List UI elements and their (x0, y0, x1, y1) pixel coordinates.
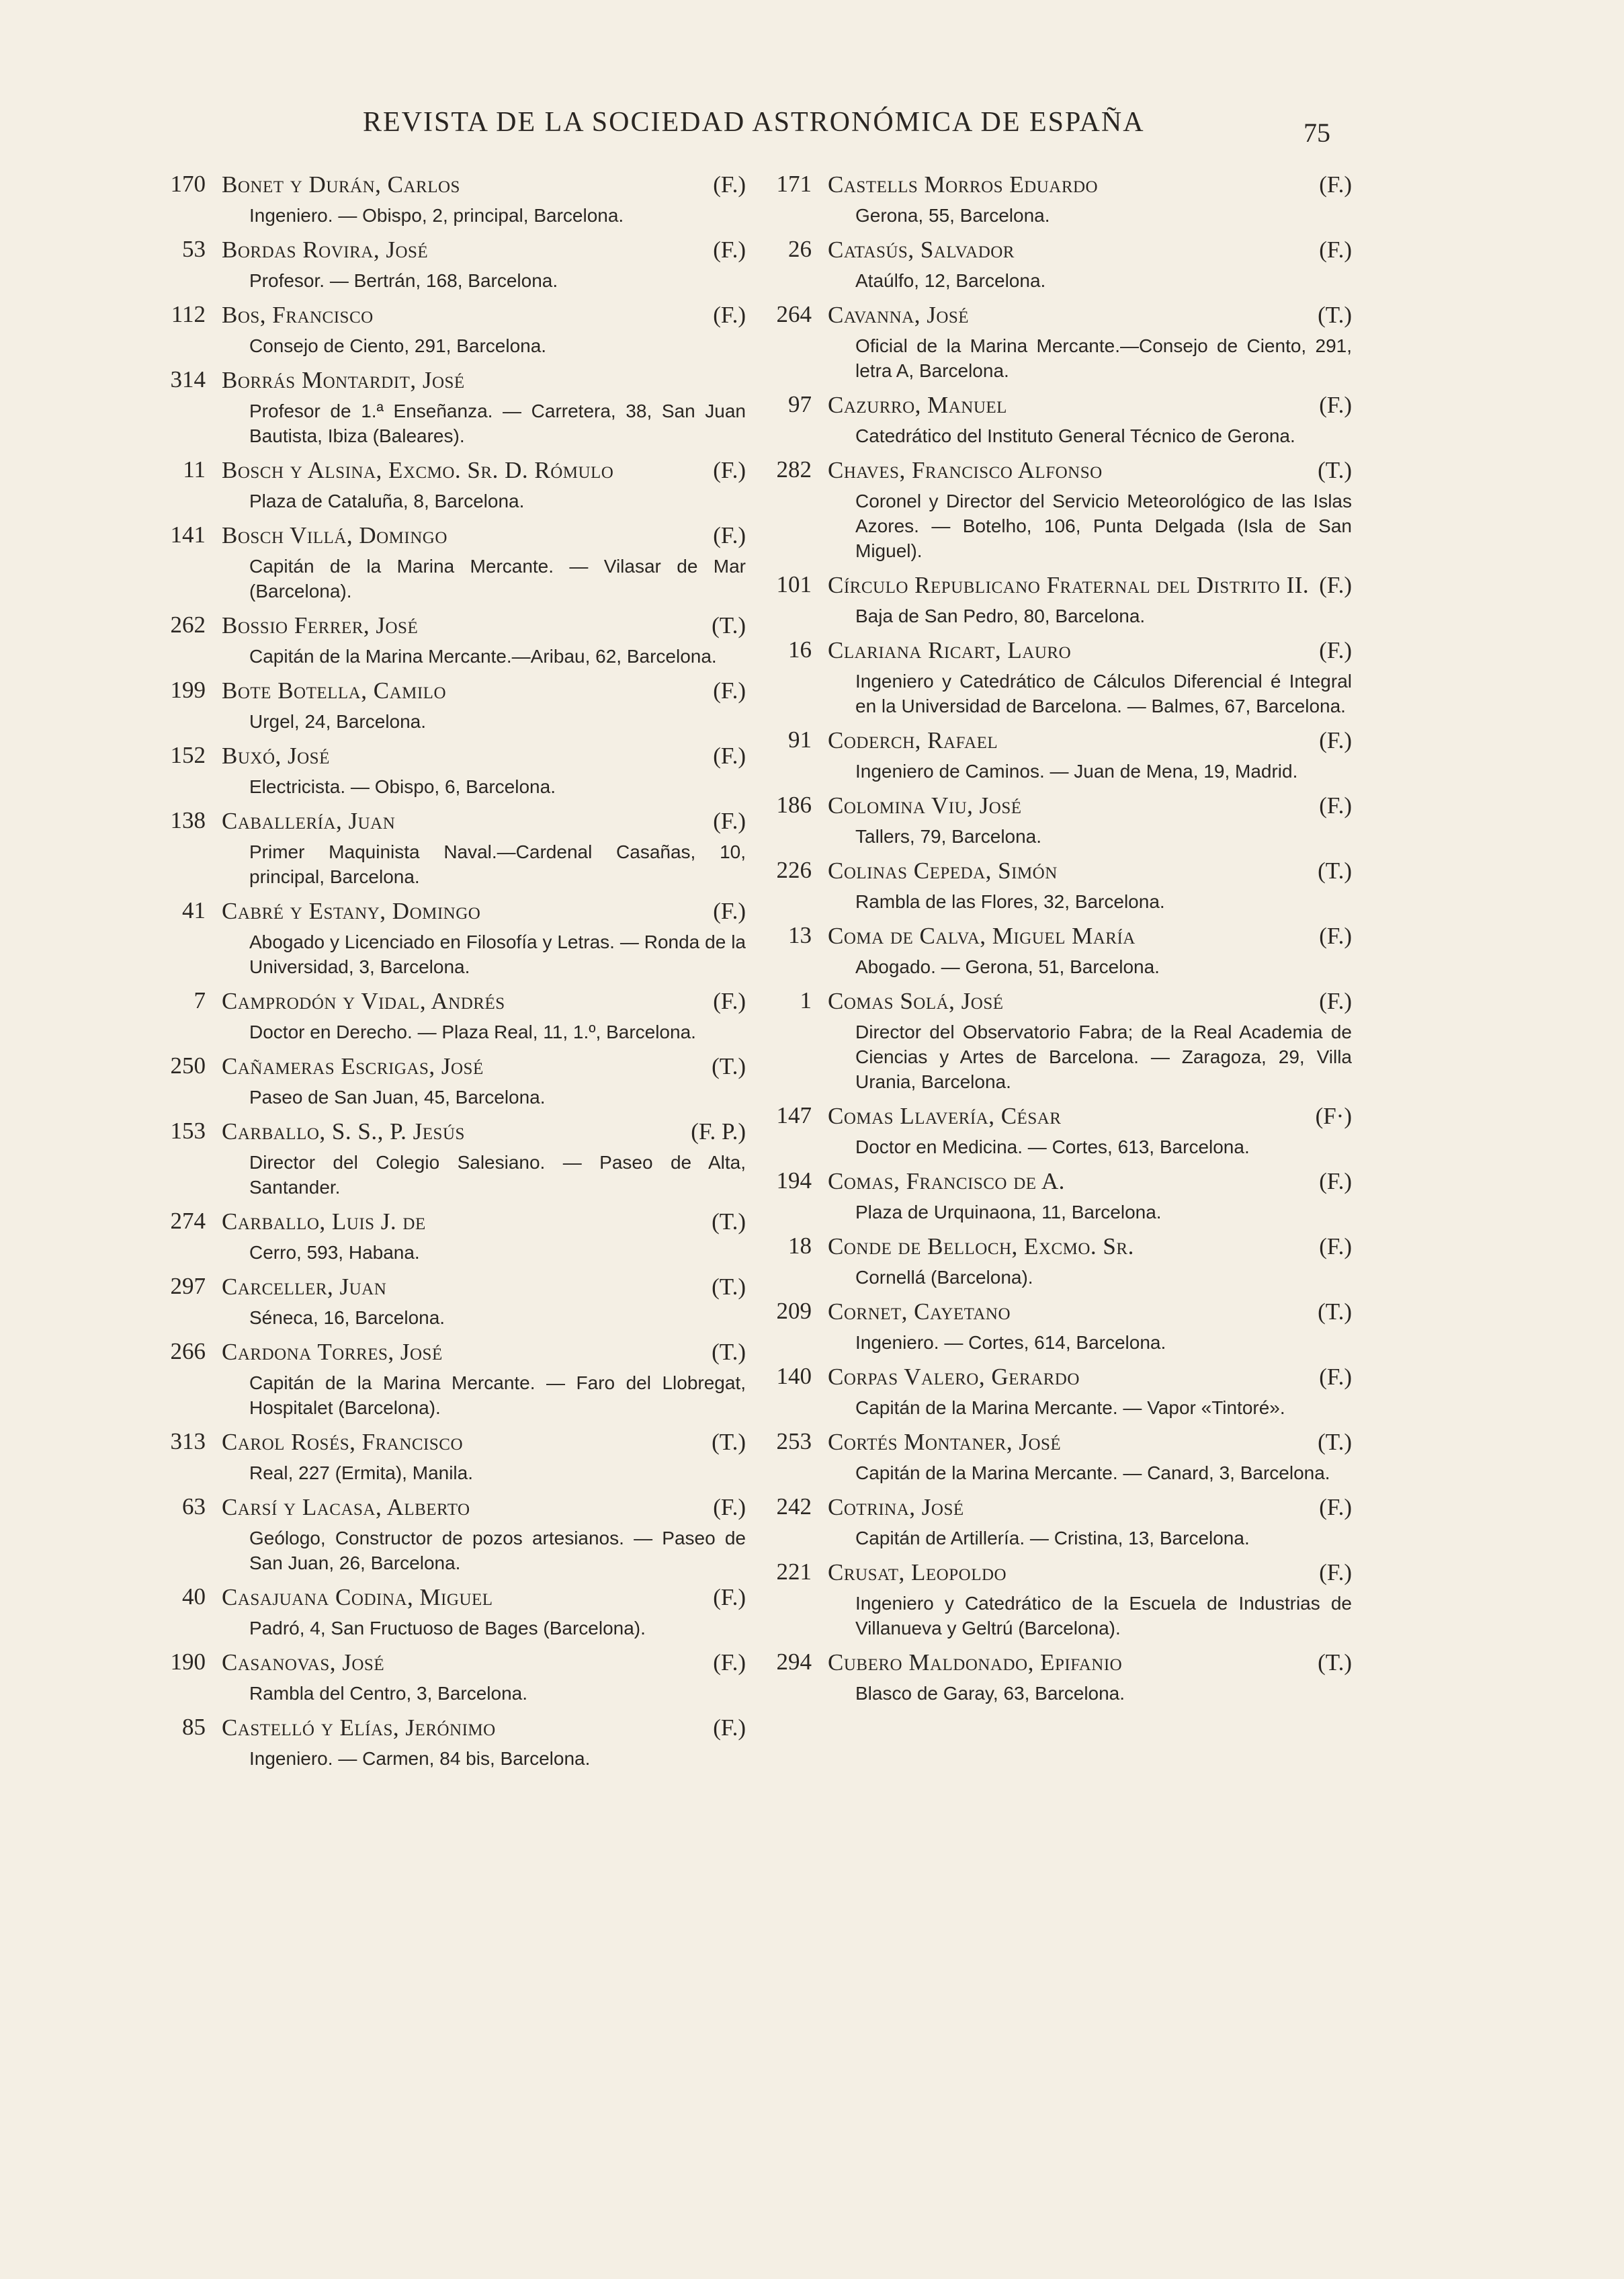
member-name: Cañameras Escrigas, José (222, 1053, 484, 1079)
member-entry (788, 390, 1352, 448)
member-number: 194 (776, 1167, 812, 1194)
member-entry (776, 1647, 1352, 1706)
member-class: (F.) (1319, 923, 1352, 949)
member-entry (776, 1296, 1352, 1355)
member-name-line (828, 169, 1352, 200)
member-name: Bos, Francisco (222, 302, 374, 328)
member-class: (F.) (1319, 792, 1352, 819)
member-class: (F.) (713, 237, 746, 263)
member-detail: Coronel y Director del Servicio Meteorológico de las Islas Azores. — Botelho, 106, Punta Delgada (Isla de San Miguel). (855, 491, 1352, 561)
page-number: 75 (1304, 118, 1330, 148)
member-class: (F·) (1315, 1103, 1352, 1129)
member-name-line (222, 1582, 746, 1613)
member-number: 18 (788, 1233, 812, 1259)
member-name-line (222, 300, 746, 331)
member-number: 221 (776, 1559, 812, 1585)
member-entry (776, 300, 1352, 383)
member-entry (170, 741, 746, 799)
member-class: (F.) (713, 898, 746, 924)
member-detail: Ingeniero de Caminos. — Juan de Mena, 19, Madrid. (855, 761, 1298, 782)
member-entry (788, 1231, 1352, 1290)
member-name-line (828, 1362, 1352, 1393)
member-name-line (828, 235, 1352, 265)
member-name: Catasús, Salvador (828, 237, 1015, 263)
member-entry (776, 1492, 1352, 1550)
member-entry (170, 610, 746, 669)
member-name: Cubero Maldonado, Epifanio (828, 1649, 1123, 1675)
member-class: (F.) (713, 522, 746, 548)
member-name-line (828, 300, 1352, 331)
member-name: Coderch, Rafael (828, 727, 998, 753)
member-number: 11 (183, 456, 206, 483)
member-entry (170, 1206, 746, 1265)
member-detail: Oficial de la Marina Mercante.—Consejo de Ciento, 291, letra A, Barcelona. (855, 335, 1352, 381)
member-name-line (222, 520, 746, 551)
member-name-line (828, 986, 1352, 1017)
member-class: (T.) (1318, 1298, 1352, 1325)
member-class: (T.) (712, 1208, 746, 1235)
member-number: 274 (170, 1208, 206, 1234)
member-entry (182, 1492, 746, 1575)
member-class: (F.) (713, 677, 746, 704)
member-detail: Capitán de la Marina Mercante.—Aribau, 62, Barcelona. (249, 646, 717, 667)
member-entry (182, 896, 746, 979)
member-entry (776, 1101, 1352, 1159)
member-number: 97 (788, 391, 812, 417)
member-entry (776, 169, 1352, 228)
member-number: 209 (776, 1298, 812, 1324)
member-name-line (828, 1296, 1352, 1327)
member-detail: Director del Observatorio Fabra; de la Real Academia de Ciencias y Artes de Barcelona. — Zaragoza, 29, Villa Urania, Barcelona. (855, 1022, 1352, 1092)
member-class: (T.) (712, 1429, 746, 1455)
member-name: Carsí y Lacasa, Alberto (222, 1494, 470, 1520)
member-class: (F.) (1319, 727, 1352, 753)
member-entry (776, 570, 1352, 628)
member-name: Círculo Republicano Fraternal del Distrito II. (828, 572, 1310, 598)
member-class: (T.) (1318, 1429, 1352, 1455)
member-detail: Ingeniero. — Obispo, 2, principal, Barcelona. (249, 205, 624, 226)
member-name: Casanovas, José (222, 1649, 385, 1675)
member-detail: Paseo de San Juan, 45, Barcelona. (249, 1087, 546, 1108)
member-name-line (222, 169, 746, 200)
member-name: Bosch y Alsina, Excmo. Sr. D. Rómulo (222, 457, 614, 483)
member-detail: Cornellá (Barcelona). (855, 1267, 1033, 1288)
member-number: 141 (170, 522, 206, 548)
member-class: (F.) (713, 1584, 746, 1610)
member-name-line (828, 455, 1352, 486)
member-number: 63 (182, 1493, 206, 1520)
member-name: Conde de Belloch, Excmo. Sr. (828, 1233, 1134, 1259)
member-class: (F.) (713, 457, 746, 483)
member-name: Carceller, Juan (222, 1274, 387, 1300)
member-detail: Profesor de 1.ª Enseñanza. — Carretera, 38, San Juan Bautista, Ibiza (Baleares). (249, 401, 746, 446)
member-name-line (222, 1116, 746, 1147)
member-number: 199 (170, 677, 206, 703)
member-name-line (222, 455, 746, 486)
member-number: 250 (170, 1052, 206, 1079)
member-name: Bosch Villá, Domingo (222, 522, 447, 548)
member-name: Corpas Valero, Gerardo (828, 1364, 1080, 1390)
member-entry (170, 675, 746, 734)
member-number: 13 (788, 922, 812, 948)
page-header (0, 106, 1624, 153)
member-name: Colomina Viu, José (828, 792, 1022, 819)
member-detail: Tallers, 79, Barcelona. (855, 826, 1042, 847)
member-class: (F.) (713, 808, 746, 834)
member-number: 101 (776, 571, 812, 597)
member-entry (776, 856, 1352, 914)
member-entry (183, 455, 746, 513)
member-detail: Rambla de las Flores, 32, Barcelona. (855, 891, 1165, 912)
member-entry (776, 1166, 1352, 1225)
member-detail: Baja de San Pedro, 80, Barcelona. (855, 606, 1146, 626)
member-class: (F.) (1319, 237, 1352, 263)
member-name: Cazurro, Manuel (828, 392, 1007, 418)
member-number: 153 (170, 1118, 206, 1144)
member-class: (F.) (1319, 988, 1352, 1014)
member-class: (F.) (1319, 572, 1352, 598)
member-number: 282 (776, 456, 812, 483)
member-name-line (828, 1647, 1352, 1678)
member-number: 112 (171, 301, 206, 327)
member-number: 26 (788, 236, 812, 262)
member-name: Coma de Calva, Miguel María (828, 923, 1136, 949)
member-number: 152 (170, 742, 206, 768)
member-detail: Doctor en Derecho. — Plaza Real, 11, 1.º, Barcelona. (249, 1022, 696, 1042)
member-detail: Abogado. — Gerona, 51, Barcelona. (855, 956, 1160, 977)
member-name: Cardona Torres, José (222, 1339, 443, 1365)
member-number: 40 (182, 1583, 206, 1610)
member-detail: Profesor. — Bertrán, 168, Barcelona. (249, 270, 558, 291)
member-name: Cotrina, José (828, 1494, 964, 1520)
member-name-line (222, 1272, 746, 1302)
member-detail: Director del Colegio Salesiano. — Paseo de Alta, Santander. (249, 1152, 746, 1198)
member-name: Cabré y Estany, Domingo (222, 898, 481, 924)
member-entry (170, 1647, 746, 1706)
member-entry (182, 1582, 746, 1641)
member-name-line (828, 790, 1352, 821)
member-detail: Real, 227 (Ermita), Manila. (249, 1462, 474, 1483)
member-name: Bordas Rovira, José (222, 237, 429, 263)
member-name-line (222, 365, 746, 396)
member-name-line (222, 986, 746, 1017)
member-name-line (828, 856, 1352, 886)
member-entry (170, 169, 746, 228)
member-name: Comas Solá, José (828, 988, 1004, 1014)
member-name: Bote Botella, Camilo (222, 677, 447, 704)
member-name-line (828, 1231, 1352, 1262)
member-class: (F.) (1319, 637, 1352, 663)
member-number: 226 (776, 857, 812, 883)
member-name-line (222, 1647, 746, 1678)
member-name-line (222, 1712, 746, 1743)
member-name: Carballo, S. S., P. Jesús (222, 1118, 465, 1145)
member-detail: Electricista. — Obispo, 6, Barcelona. (249, 776, 556, 797)
member-name: Cortés Montaner, José (828, 1429, 1062, 1455)
member-entry (776, 1427, 1352, 1485)
member-number: 186 (776, 792, 812, 818)
member-entry (170, 1116, 746, 1200)
member-entry (776, 1362, 1352, 1420)
member-name: Colinas Cepeda, Simón (828, 858, 1058, 884)
member-class: (T.) (712, 1053, 746, 1079)
member-entry (788, 921, 1352, 979)
member-name: Carballo, Luis J. de (222, 1208, 426, 1235)
member-name: Chaves, Francisco Alfonso (828, 457, 1103, 483)
member-number: 253 (776, 1428, 812, 1454)
member-number: 140 (776, 1363, 812, 1389)
journal-title: REVISTA DE LA SOCIEDAD ASTRONÓMICA DE ESPAÑA (363, 107, 1145, 138)
member-name-line (828, 1101, 1352, 1132)
member-entry (182, 1712, 746, 1771)
member-number: 242 (776, 1493, 812, 1520)
member-detail: Consejo de Ciento, 291, Barcelona. (249, 335, 547, 356)
member-name: Cavanna, José (828, 302, 970, 328)
member-class: (T.) (1318, 1649, 1352, 1675)
member-name: Buxó, José (222, 743, 330, 769)
member-entry (171, 300, 746, 358)
member-number: 314 (170, 366, 206, 392)
member-entry (170, 1427, 746, 1485)
member-detail: Rambla del Centro, 3, Barcelona. (249, 1683, 527, 1704)
member-detail: Doctor en Medicina. — Cortes, 613, Barcelona. (855, 1136, 1250, 1157)
member-name: Castelló y Elías, Jerónimo (222, 1714, 496, 1741)
member-name: Borrás Montardit, José (222, 367, 465, 393)
member-name-line (222, 1492, 746, 1523)
member-name-line (828, 570, 1352, 601)
member-name-line (828, 390, 1352, 421)
member-detail: Abogado y Licenciado en Filosofía y Letras. — Ronda de la Universidad, 3, Barcelona. (249, 931, 746, 977)
member-name-line (828, 1166, 1352, 1197)
member-name: Caballería, Juan (222, 808, 396, 834)
member-entry (170, 1337, 746, 1420)
member-class: (F.) (1319, 1168, 1352, 1194)
member-number: 41 (182, 897, 206, 923)
member-class: (T.) (1318, 302, 1352, 328)
member-number: 190 (170, 1649, 206, 1675)
member-entry (776, 455, 1352, 563)
member-detail: Blasco de Garay, 63, Barcelona. (855, 1683, 1125, 1704)
member-number: 147 (776, 1102, 812, 1128)
member-name-line (828, 921, 1352, 952)
member-number: 16 (788, 636, 812, 663)
member-name: Cornet, Cayetano (828, 1298, 1011, 1325)
member-detail: Cerro, 593, Habana. (249, 1242, 420, 1263)
member-detail: Ingeniero y Catedrático de Cálculos Diferencial é Integral en la Universidad de Barcelona. — Balmes, 67, Barcelona. (855, 671, 1352, 716)
member-number: 262 (170, 612, 206, 638)
member-class: (F.) (1319, 392, 1352, 418)
left-column (170, 169, 746, 1778)
member-class: (F.) (713, 1714, 746, 1741)
member-detail: Ingeniero y Catedrático de la Escuela de Industrias de Villanueva y Geltrú (Barcelona). (855, 1593, 1352, 1639)
member-name-line (222, 806, 746, 837)
member-number: 294 (776, 1649, 812, 1675)
member-class: (T.) (1318, 858, 1352, 884)
member-name-line (222, 610, 746, 641)
member-detail: Capitán de Artillería. — Cristina, 13, Barcelona. (855, 1528, 1250, 1548)
member-number: 170 (170, 171, 206, 197)
member-class: (F.) (713, 988, 746, 1014)
member-detail: Capitán de la Marina Mercante. — Vilasar de Mar (Barcelona). (249, 556, 746, 602)
member-entry (788, 635, 1352, 718)
member-number: 53 (182, 236, 206, 262)
member-class: (T.) (1318, 457, 1352, 483)
member-detail: Capitán de la Marina Mercante. — Vapor «Tintoré». (855, 1397, 1285, 1418)
member-name-line (828, 1492, 1352, 1523)
member-name-line (222, 1206, 746, 1237)
member-class: (F.) (713, 1649, 746, 1675)
member-entry (776, 790, 1352, 849)
member-name: Castells Morros Eduardo (828, 171, 1099, 198)
member-detail: Plaza de Cataluña, 8, Barcelona. (249, 491, 525, 511)
member-detail: Capitán de la Marina Mercante. — Faro del Llobregat, Hospitalet (Barcelona). (249, 1372, 746, 1418)
member-detail: Urgel, 24, Barcelona. (249, 711, 427, 732)
member-number: 91 (788, 727, 812, 753)
member-name-line (828, 1427, 1352, 1458)
right-column (776, 169, 1352, 1712)
member-detail: Primer Maquinista Naval.—Cardenal Casañas, 10, principal, Barcelona. (249, 841, 746, 887)
member-name: Bonet y Durán, Carlos (222, 171, 460, 198)
member-number: 313 (170, 1428, 206, 1454)
member-class: (T.) (712, 612, 746, 638)
member-entry (170, 806, 746, 889)
member-entry (776, 1557, 1352, 1641)
member-class: (F.) (713, 743, 746, 769)
member-detail: Séneca, 16, Barcelona. (249, 1307, 445, 1328)
member-detail: Padró, 4, San Fructuoso de Bages (Barcelona). (249, 1618, 646, 1639)
member-name: Crusat, Leopoldo (828, 1559, 1007, 1585)
member-detail: Geólogo, Constructor de pozos artesianos. — Paseo de San Juan, 26, Barcelona. (249, 1528, 746, 1573)
member-class: (F. P.) (691, 1118, 746, 1145)
member-detail: Ingeniero. — Carmen, 84 bis, Barcelona. (249, 1748, 591, 1769)
member-detail: Ataúlfo, 12, Barcelona. (855, 270, 1046, 291)
member-name-line (828, 1557, 1352, 1588)
member-number: 1 (800, 987, 812, 1013)
member-name-line (828, 635, 1352, 666)
member-name-line (222, 1337, 746, 1368)
member-name-line (222, 675, 746, 706)
member-entry (170, 520, 746, 604)
member-detail: Catedrático del Instituto General Técnico de Gerona. (855, 425, 1295, 446)
member-name-line (222, 896, 746, 927)
member-class: (F.) (1319, 1494, 1352, 1520)
member-name-line (222, 1051, 746, 1082)
member-name: Bossio Ferrer, José (222, 612, 419, 638)
member-class: (T.) (712, 1339, 746, 1365)
member-detail: Capitán de la Marina Mercante. — Canard, 3, Barcelona. (855, 1462, 1330, 1483)
member-detail: Gerona, 55, Barcelona. (855, 205, 1050, 226)
member-name-line (222, 741, 746, 772)
member-entry (170, 1272, 746, 1330)
member-entry (182, 235, 746, 293)
member-class: (F.) (1319, 1559, 1352, 1585)
member-name: Casajuana Codina, Miguel (222, 1584, 493, 1610)
member-entry (170, 365, 746, 448)
member-detail: Ingeniero. — Cortes, 614, Barcelona. (855, 1332, 1166, 1353)
member-number: 138 (170, 807, 206, 833)
member-class: (F.) (1319, 171, 1352, 198)
member-number: 7 (194, 987, 206, 1013)
member-detail: Plaza de Urquinaona, 11, Barcelona. (855, 1202, 1162, 1223)
member-class: (F.) (713, 302, 746, 328)
member-entry (788, 235, 1352, 293)
member-number: 264 (776, 301, 812, 327)
member-entry (788, 725, 1352, 784)
member-number: 85 (182, 1714, 206, 1740)
member-entry (170, 1051, 746, 1110)
member-name: Clariana Ricart, Lauro (828, 637, 1072, 663)
member-entry (194, 986, 746, 1044)
member-name-line (222, 235, 746, 265)
member-number: 297 (170, 1273, 206, 1299)
member-name-line (222, 1427, 746, 1458)
member-class: (F.) (713, 171, 746, 198)
member-class: (T.) (712, 1274, 746, 1300)
member-class: (F.) (713, 1494, 746, 1520)
member-name: Comas Llavería, César (828, 1103, 1062, 1129)
member-entry (800, 986, 1352, 1094)
member-name: Carol Rosés, Francisco (222, 1429, 464, 1455)
member-class: (F.) (1319, 1364, 1352, 1390)
member-class: (F.) (1319, 1233, 1352, 1259)
member-name: Comas, Francisco de A. (828, 1168, 1065, 1194)
member-name: Camprodón y Vidal, Andrés (222, 988, 505, 1014)
member-name-line (828, 725, 1352, 756)
member-number: 266 (170, 1338, 206, 1364)
member-number: 171 (776, 171, 812, 197)
